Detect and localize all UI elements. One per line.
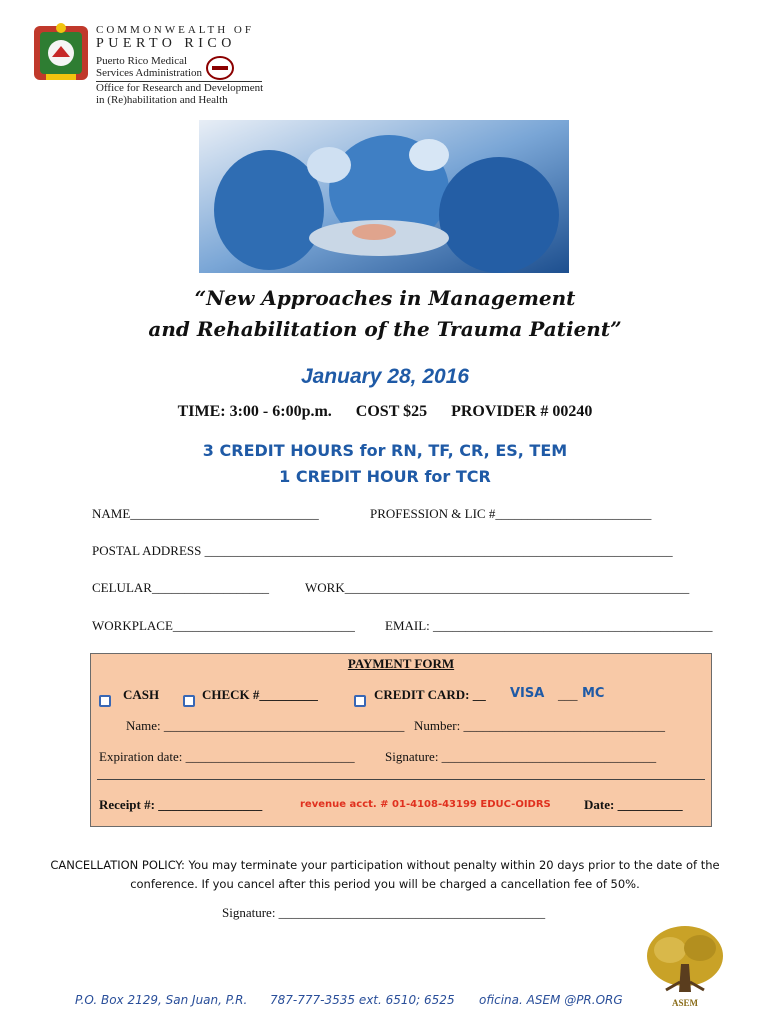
revenue-account-label: revenue acct. # 01-4108-43199 EDUC-OIDRS (300, 799, 551, 810)
asem-logo-text: ASEM (671, 998, 699, 1008)
card-signature-field[interactable]: Signature: _________________________________ (385, 749, 657, 764)
name-field[interactable]: NAME_____________________________ (92, 506, 319, 521)
credit-hours-line-2: 1 CREDIT HOUR for TCR (279, 467, 491, 486)
cancellation-line-2: conference. If you cancel after this period you will be charged a cancellation fee of 50%. (130, 877, 640, 891)
receipt-number-field[interactable]: Receipt #: ________________ (99, 797, 263, 812)
commonwealth-label: COMMONWEALTH OF (96, 24, 254, 36)
payment-divider (97, 779, 705, 780)
payment-form-title: PAYMENT FORM (347, 656, 455, 671)
credit-card-label: CREDIT CARD: __ (374, 687, 486, 702)
check-number-field[interactable]: CHECK #_________ (202, 687, 318, 702)
event-title-line-2: and Rehabilitation of the Trauma Patient” (148, 317, 622, 341)
celular-field[interactable]: CELULAR__________________ (92, 580, 269, 595)
territory-label: PUERTO RICO (96, 36, 236, 51)
event-cost: COST $25 (355, 403, 428, 420)
office-line-2: in (Re)habilitation and Health (96, 94, 228, 106)
cash-checkbox[interactable] (99, 695, 111, 707)
credit-hours-line-1: 3 CREDIT HOURS for RN, TF, CR, ES, TEM (202, 441, 568, 460)
asem-tree-logo-icon (640, 920, 730, 1012)
cardholder-name-field[interactable]: Name: _____________________________________ (126, 718, 405, 733)
footer-address: P.O. Box 2129, San Juan, P.R. (75, 993, 248, 1007)
check-checkbox[interactable] (183, 695, 195, 707)
event-details (0, 403, 770, 421)
event-provider: PROVIDER # 00240 (451, 403, 593, 420)
agency-line-2: Services Administration (96, 67, 203, 79)
event-time: TIME: 3:00 - 6:00p.m. (177, 403, 332, 420)
event-title-line-1: “New Approaches in Management (194, 286, 576, 310)
workplace-field[interactable]: WORKPLACE____________________________ (92, 618, 355, 633)
participant-signature-field[interactable]: Signature: _________________________________________ (222, 905, 546, 920)
payment-date-field[interactable]: Date: __________ (584, 797, 683, 812)
card-option-blank[interactable]: ___ (558, 687, 578, 702)
surgery-photo (199, 120, 569, 273)
credit-card-checkbox[interactable] (354, 695, 366, 707)
footer-email: oficina. ASEM @PR.ORG (479, 993, 623, 1007)
email-field[interactable]: EMAIL: ___________________________________________ (385, 618, 713, 633)
cancellation-policy (30, 856, 740, 894)
profession-license-field[interactable]: PROFESSION & LIC #________________________ (370, 506, 652, 521)
agency-logo-icon (206, 56, 234, 80)
event-date: January 28, 2016 (300, 365, 470, 388)
work-phone-field[interactable]: WORK_____________________________________________________ (305, 580, 690, 595)
card-number-field[interactable]: Number: _______________________________ (414, 718, 665, 733)
visa-option[interactable]: VISA (510, 686, 545, 701)
postal-address-field[interactable]: POSTAL ADDRESS ________________________________________________________________________ (92, 543, 673, 558)
cancellation-line-1: CANCELLATION POLICY: You may terminate your participation without penalty within 20 days prior to the date of the (50, 858, 720, 872)
mastercard-option[interactable]: MC (582, 686, 605, 701)
cash-label: CASH (123, 687, 160, 702)
agency-line-1: Puerto Rico Medical (96, 55, 188, 67)
expiration-date-field[interactable]: Expiration date: __________________________ (99, 749, 355, 764)
office-line-1: Office for Research and Development (96, 82, 264, 94)
footer-phone: 787-777-3535 ext. 6510; 6525 (270, 993, 455, 1007)
puerto-rico-seal-icon (32, 22, 90, 84)
